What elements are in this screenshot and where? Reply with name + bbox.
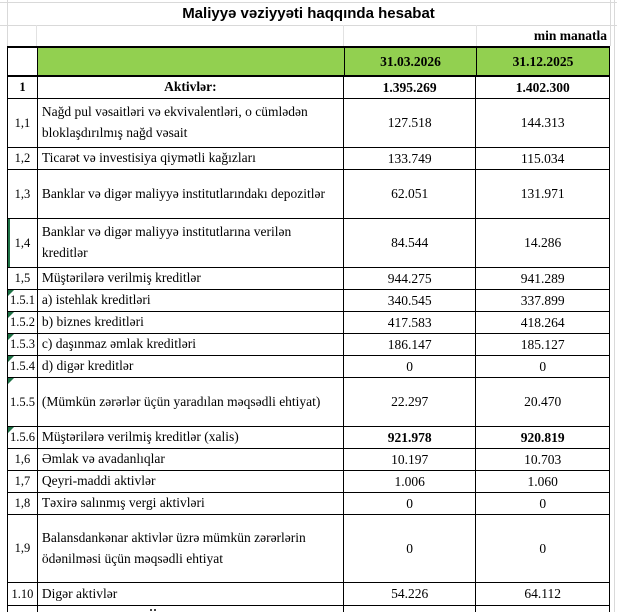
table-row (8, 219, 609, 268)
value-col2-cell[interactable]: 131.971 (520, 186, 565, 201)
value-col2-cell[interactable]: 941.289 (520, 270, 565, 286)
value-col1-cell[interactable]: 84.544 (344, 219, 477, 267)
unit-note: min manatla (533, 27, 607, 43)
report-title: Maliyyə vəziyyəti haqqında hesabat (182, 5, 435, 22)
row-number-cell[interactable]: 1.5.5 (8, 378, 38, 426)
value-col2-cell[interactable]: 144.313 (520, 115, 565, 130)
row-label-cell[interactable]: Balansdankənar aktivlər üzrə mümkün zərərlərin ödənilməsi üçün məqsədli ehtiyat (38, 515, 344, 582)
clipped-bottom-row (8, 606, 609, 612)
value-col1-cell[interactable]: 54.226 (344, 583, 477, 605)
row-number-cell[interactable]: 1.10 (8, 583, 38, 605)
clipped-row-value1-cell[interactable] (344, 606, 477, 612)
row-number-cell[interactable]: 1.5.1 (8, 290, 38, 311)
row-label-cell[interactable]: b) biznes kreditləri (38, 312, 344, 333)
row-number-cell[interactable]: 1,3 (8, 170, 38, 218)
value-col1-cell[interactable]: 22.297 (344, 378, 477, 426)
table-row (8, 334, 609, 356)
table-row (8, 268, 609, 290)
header-date-2: 31.12.2025 (512, 53, 574, 69)
value-col2-cell[interactable]: 418.264 (520, 314, 565, 330)
value-col1-cell[interactable]: 340.545 (344, 290, 477, 311)
value-col2-cell[interactable]: 1.402.300 (515, 79, 570, 95)
gridline-right (610, 0, 611, 46)
value-col2-cell[interactable]: 14.286 (524, 235, 562, 250)
row-label-cell[interactable]: Qeyri-maddi aktivlər (38, 471, 344, 492)
financial-table (7, 46, 610, 612)
table-body (8, 77, 609, 606)
value-col1-cell[interactable]: 417.583 (344, 312, 477, 333)
row-label-cell[interactable]: Aktivlər: (38, 77, 344, 98)
header-number-cell[interactable] (8, 48, 38, 75)
value-col2-cell[interactable]: 0 (539, 540, 547, 556)
row-label-cell[interactable]: (Mümkün zərərlər üçün yaradılan məqsədli ehtiyat) (38, 378, 344, 426)
value-col1-cell[interactable]: 127.518 (344, 99, 477, 147)
table-row (8, 170, 609, 219)
value-col2-cell[interactable]: 0 (539, 495, 547, 511)
value-col1-cell[interactable]: 1.006 (344, 471, 477, 492)
row-number-cell[interactable]: 1,1 (8, 99, 38, 147)
value-col1-cell[interactable]: 10.197 (344, 449, 477, 470)
row-label-cell[interactable]: Əmlak və avadanlıqlar (38, 449, 344, 470)
value-col1-cell[interactable]: 186.147 (344, 334, 477, 355)
value-col1-cell[interactable]: 0 (344, 515, 477, 582)
value-col1-cell[interactable]: 133.749 (344, 148, 477, 169)
row-label-cell[interactable]: Müştərilərə verilmiş kreditlər (xalis) (38, 427, 344, 448)
clipped-text-fragment (150, 609, 152, 611)
row-number-cell[interactable]: 1.5.2 (8, 312, 38, 333)
value-col1-cell[interactable]: 0 (344, 493, 477, 514)
header-date-1-cell[interactable] (345, 48, 477, 75)
row-label-cell[interactable]: Ticarət və investisiya qiymətli kağızları (38, 148, 344, 169)
value-col2-cell[interactable]: 20.470 (524, 394, 562, 409)
clipped-row-number-cell[interactable] (8, 606, 38, 612)
row-label-cell[interactable]: Digər aktivlər (38, 583, 344, 605)
table-row (8, 515, 609, 583)
value-col2-cell[interactable]: 64.112 (524, 586, 562, 601)
table-row (8, 471, 609, 493)
unit-row-col1-cell[interactable] (344, 25, 477, 46)
row-number-cell[interactable]: 1,6 (8, 449, 38, 470)
table-row (8, 356, 609, 378)
table-row (8, 378, 609, 427)
row-label-cell[interactable]: c) daşınmaz əmlak kreditləri (38, 334, 344, 355)
value-col2-cell[interactable]: 1.060 (527, 473, 558, 489)
row-label-cell[interactable]: Müştərilərə verilmiş kreditlər (38, 268, 344, 289)
row-label-cell[interactable]: Banklar və digər maliyyə institutlarına verilən kreditlər (38, 219, 344, 267)
table-row (8, 148, 609, 170)
row-number-cell[interactable]: 1,7 (8, 471, 38, 492)
report-title-cell[interactable] (7, 2, 610, 25)
value-col2-cell[interactable]: 337.899 (520, 292, 565, 308)
table-row (8, 427, 609, 449)
value-col2-cell[interactable]: 0 (539, 358, 547, 374)
row-number-cell[interactable]: 1,2 (8, 148, 38, 169)
row-label-cell[interactable]: Təxirə salınmış vergi aktivləri (38, 493, 344, 514)
value-col2-cell[interactable]: 10.703 (524, 451, 562, 467)
unit-note-cell[interactable] (477, 25, 610, 46)
gridline-right-margin (614, 0, 615, 612)
row-number-cell[interactable]: 1,5 (8, 268, 38, 289)
unit-row-desc-cell[interactable] (37, 25, 344, 46)
value-col2-cell[interactable]: 185.127 (520, 336, 565, 352)
header-date-1: 31.03.2026 (380, 53, 441, 69)
value-col2-cell[interactable]: 115.034 (521, 150, 565, 166)
row-number-cell[interactable]: 1.5.6 (8, 427, 38, 448)
table-row (8, 493, 609, 515)
row-number-cell[interactable]: 1,9 (8, 515, 38, 582)
table-row (8, 99, 609, 148)
value-col1-cell[interactable]: 62.051 (344, 170, 477, 218)
table-row (8, 312, 609, 334)
header-desc-cell[interactable] (38, 48, 345, 75)
table-row (8, 583, 609, 606)
unit-note-row (7, 25, 610, 46)
value-col1-cell[interactable]: 0 (344, 356, 477, 377)
clipped-row-label-cell[interactable] (38, 606, 344, 612)
unit-row-number-cell[interactable] (7, 25, 37, 46)
table-row (8, 449, 609, 471)
row-number-cell[interactable]: 1,4 (8, 219, 38, 267)
row-number-cell[interactable]: 1,8 (8, 493, 38, 514)
value-col2-cell[interactable]: 920.819 (520, 429, 565, 445)
row-label-cell[interactable]: a) istehlak kreditləri (38, 290, 344, 311)
row-label-cell[interactable]: d) digər kreditlər (38, 356, 344, 377)
value-col1-cell[interactable]: 1.395.269 (344, 77, 477, 98)
value-col1-cell[interactable]: 944.275 (344, 268, 477, 289)
clipped-row-value2-cell[interactable] (476, 606, 609, 612)
table-row (8, 290, 609, 312)
row-label-cell[interactable]: Banklar və digər maliyyə institutlarındakı depozitlər (38, 170, 344, 218)
row-number-cell[interactable]: 1 (8, 77, 38, 98)
table-header-row (8, 48, 609, 77)
header-date-2-cell[interactable] (477, 48, 609, 75)
row-number-cell[interactable]: 1.5.3 (8, 334, 38, 355)
value-col1-cell[interactable]: 921.978 (344, 427, 477, 448)
row-label-cell[interactable]: Nağd pul vəsaitləri və ekvivalentləri, o cümlədən bloklaşdırılmış nağd vəsait (38, 99, 344, 147)
table-row (8, 77, 609, 99)
row-number-cell[interactable]: 1.5.4 (8, 356, 38, 377)
